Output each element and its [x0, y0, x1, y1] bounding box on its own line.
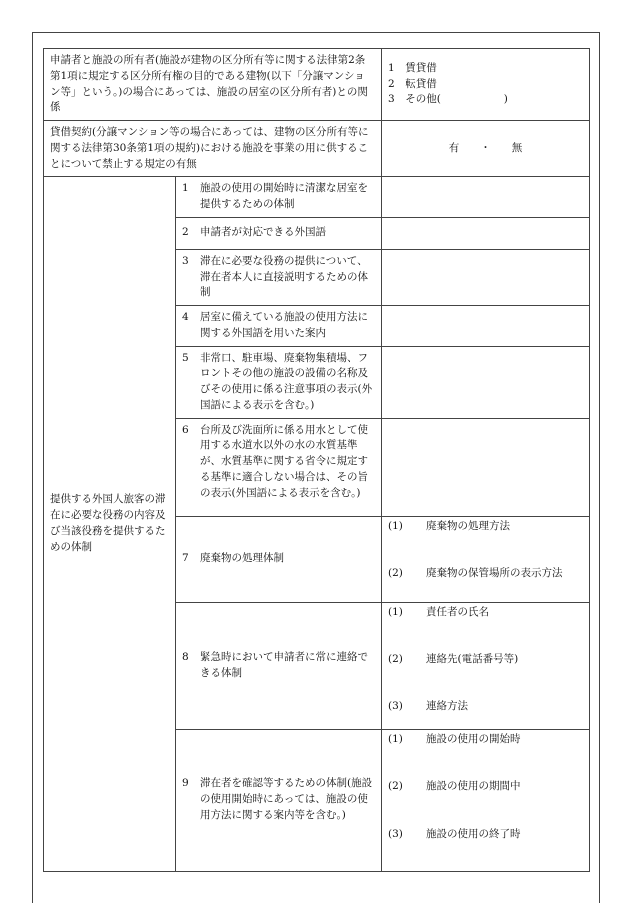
item-1-input[interactable] — [382, 177, 590, 218]
lease-prohibition-label: 貸借契約(分譲マンション等の場合にあっては、建物の区分所有等に関する法律第30条第1項の規約)における施設を事業の用に供することについて禁止する規定の有無 — [44, 121, 382, 177]
item-6-input[interactable] — [382, 418, 590, 516]
item-4-input[interactable] — [382, 306, 590, 347]
item-row-1 — [44, 177, 590, 218]
item-9-subitems — [382, 729, 590, 871]
item-2-label: 2 申請者が対応できる外国語 — [176, 217, 382, 249]
item-4-label: 4 居室に備えている施設の使用方法に関する外国語を用いた案内 — [176, 306, 382, 347]
subitem[interactable]: (2) 連絡先(電話番号等) — [388, 652, 519, 665]
subitem[interactable]: (2) 廃棄物の保管場所の表示方法 — [388, 566, 563, 579]
owner-relation-options — [382, 49, 590, 121]
owner-relation-row — [44, 49, 590, 121]
system-label: 提供する外国人旅客の滞在に必要な役務の内容及び当該役務を提供するための体制 — [44, 177, 176, 871]
item-9-label: 9 滞在者を確認等するための体制(施設の使用開始時にあっては、施設の使用方法に関する案内等を含む。) — [176, 729, 382, 871]
item-2-input[interactable] — [382, 217, 590, 249]
item-7-label: 7 廃棄物の処理体制 — [176, 516, 382, 602]
subitem[interactable]: (2) 施設の使用の期間中 — [388, 780, 521, 793]
item-8-label: 8 緊急時において申請者に常に連絡できる体制 — [176, 602, 382, 729]
owner-relation-label: 申請者と施設の所有者(施設が建物の区分所有等に関する法律第2条第1項に規定する区分所有権の目的である建物(以下「分譲マンション等」という。)の場合にあっては、施設の居室の区分所有者)との関係 — [44, 49, 382, 121]
item-5-input[interactable] — [382, 346, 590, 418]
lease-prohibition-choice[interactable]: 有 ・ 無 — [382, 121, 590, 177]
item-7-subitems — [382, 516, 590, 602]
item-5-label: 5 非常口、駐車場、廃棄物集積場、フロントその他の施設の設備の名称及びその使用に係る注意事項の表示(外国語による表示を含む。) — [176, 346, 382, 418]
item-1-label: 1 施設の使用の開始時に清潔な居室を提供するための体制 — [176, 177, 382, 218]
option-sublease[interactable]: 2 転貸借 — [388, 77, 437, 90]
item-3-input[interactable] — [382, 249, 590, 305]
option-other[interactable]: 3 その他( ) — [388, 93, 508, 106]
subitem[interactable]: (1) 施設の使用の開始時 — [388, 732, 521, 745]
option-lease[interactable]: 1 賃貸借 — [388, 61, 437, 74]
subitem[interactable]: (1) 廃棄物の処理方法 — [388, 519, 511, 532]
item-8-subitems — [382, 602, 590, 729]
lease-prohibition-row — [44, 121, 590, 177]
item-3-label: 3 滞在に必要な役務の提供について、滞在者本人に直接説明するための体制 — [176, 249, 382, 305]
subitem[interactable]: (1) 責任者の氏名 — [388, 605, 490, 618]
application-form-table — [43, 48, 590, 872]
subitem[interactable]: (3) 施設の使用の終了時 — [388, 827, 521, 840]
item-6-label: 6 台所及び洗面所に係る用水として使用する水道水以外の水の水質基準が、水質基準に関する省令に規定する基準に適合しない場合は、その旨の表示(外国語による表示を含む。) — [176, 418, 382, 516]
subitem[interactable]: (3) 連絡方法 — [388, 699, 469, 712]
